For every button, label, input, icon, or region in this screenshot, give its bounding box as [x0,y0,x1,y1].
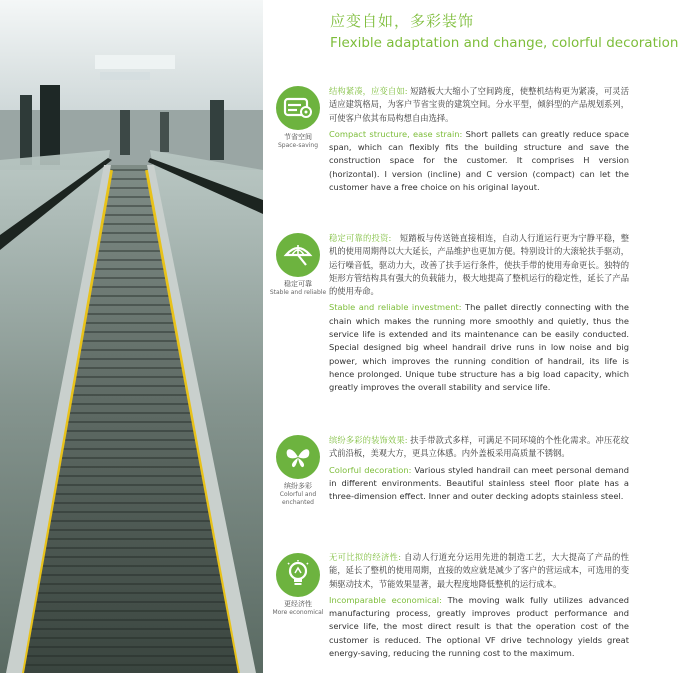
badge-label-cn: 缤纷多彩 [284,482,312,490]
section-body-en: Short pallets can greatly reduce space span, which can flexibly fits the building structure and save the construction space for the customer. It comprises H version (horizontal). I version (incline) and C version (compact) can let the customer have a free choice on his original layout. [329,128,629,193]
section-heading-cn: 无可比拟的经济性: [329,552,402,562]
badge-label-en: Colorful and enchanted [279,491,317,506]
section-text-cn [329,551,629,591]
section-heading-cn: 结构紧凑，应变自如: [329,86,408,96]
lightbulb-icon [276,553,320,597]
umbrella-icon [276,233,320,277]
badge-label-cn: 节省空间 [284,133,312,141]
section-economical [329,551,629,660]
stable-reliable-badge [268,233,328,297]
section-text-cn [329,434,629,461]
page-title-en: Flexible adaptation and change, colorful decoration [330,35,678,51]
section-heading-en: Incomparable economical: [329,594,442,605]
section-body-en: The pallet directly connecting with the chain which makes the running more smoothly and quietly, thus the service life is extended and its maintenance can be easily conducted. Special designed big wheel handrail drive runs in low noise and big power, which improves the running condition of handrail, its life is hence prolonged. Unique tube structure has a big load capacity, which greatly improves the overall stability and service life. [329,302,629,393]
butterfly-icon [276,435,320,479]
space-saving-badge [268,86,328,150]
section-body-cn: 自动人行道充分运用先进的制造工艺，大大提高了产品的性能，延长了整机的使用周期，直接的效应就是减少了客户的营运成本，可选用的变频驱动技术，节能效果显著，最大程度地降低整机的运行成本。 [329,552,630,589]
section-space-saving [329,85,629,194]
economical-badge [268,553,328,617]
section-body-en: Various styled handrail can meet personal demand in different environments. Beautiful stainless steel floor plate has a three-dimension effect. Inner and outer decking adopts stainless steel. [329,464,629,502]
section-heading-cn: 稳定可靠的投资: [329,233,392,243]
section-text-cn [329,232,629,298]
section-heading-en: Colorful decoration: [329,464,412,475]
badge-label-cn: 更经济性 [284,600,312,608]
section-stable-reliable [329,232,629,395]
section-text-en [329,464,629,504]
moving-walkway-photo [0,0,263,673]
section-text-en [329,301,629,394]
colorful-badge [268,435,328,507]
badge-label-en: Space-saving [277,142,319,149]
section-body-cn: 短踏板大大缩小了空间跨度，使整机结构更为紧凑，可灵活适应建筑格局，为客户节省宝贵的建筑空间。分水平型，倾斜型的产品规划系列，可使客户依其布局构想自由选择。 [329,86,630,123]
badge-label-en: Stable and reliable [269,289,327,296]
section-heading-en: Compact structure, ease strain: [329,128,463,139]
walkway-illustration [0,0,263,673]
section-body-cn: 扶手带款式多样，可满足不同环境的个性化需求。冲压花纹式前沿板，美观大方，更具立体感。内外盖板采用高质量不锈钢。 [329,435,630,459]
section-text-en [329,594,629,660]
section-text-en [329,128,629,194]
badge-label-en: More economical [272,609,324,616]
page-title-cn: 应变自如，多彩装饰 [330,12,475,30]
section-body-en: The moving walk fully utilizes advanced manufacturing process, greatly improves product performance and service life, the most direct result is that the operation cost of the customer is reduced. The optional VF drive technology yields great energy-saving, reducing the running cost to the maximum. [329,594,629,659]
section-text-cn [329,85,629,125]
section-body-cn: 短踏板与传送链直接相连，自动人行道运行更为宁静平稳，整机的使用周期得以大大延长，产品维护也更加方便。特别设计的大滚轮扶手驱动，运行噪音低，驱动力大，改善了扶手运行条件，使扶手带的使用寿命更长。独特的矩形方管结构具有强大的负载能力，极大地提高了整机运行的稳定性，延长了产品的使用寿命。 [329,233,629,297]
section-heading-en: Stable and reliable investment: [329,302,462,313]
money-card-icon [276,86,320,130]
section-heading-cn: 缤纷多彩的装饰效果: [329,435,408,445]
badge-label-cn: 稳定可靠 [284,280,312,288]
section-colorful [329,434,629,503]
